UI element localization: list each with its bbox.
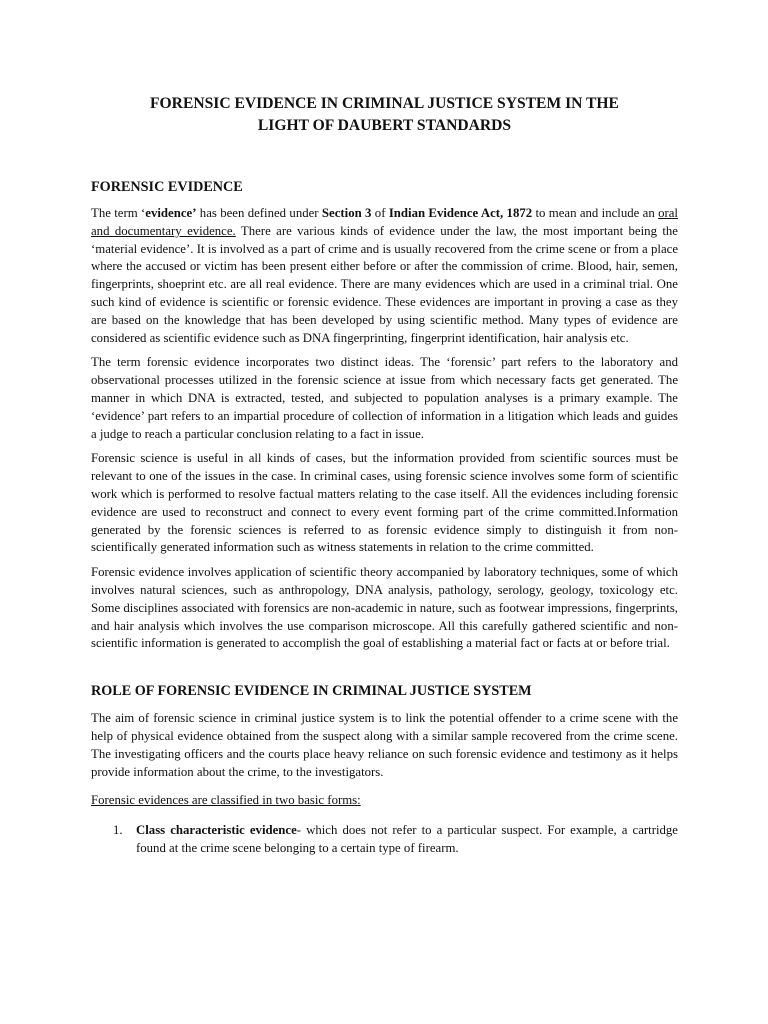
paragraph-forensic-term: The term forensic evidence incorporates two distinct ideas. The ‘forensic’ part refers to the laboratory and observational processes utilized in the forensic science at issue from which necessary facts get generated. The manner in which DNA is extracted, tested, and subjected to population analyses is a primary example. The ‘evidence’ part refers to an impartial procedure of collection of information in a litigation which leads and guides a judge to reach a particular conclusion relating to a fact in issue. [91,355,678,441]
list-item [91,822,678,858]
list-item-text: - which does not refer to a particular suspect. For example, a cartridge found at the crime scene belonging to a certain type of firearm. [136,823,678,855]
paragraph-evidence-definition: The term ‘evidence’ has been defined under Section 3 of Indian Evidence Act, 1872 to mean and include an oral and documentary evidence. There are various kinds of evidence under the law, the most important being the ‘material evidence’. It is involved as a part of crime and is usually recovered from the crime scene or from a place where the accused or victim has been present either before or after the commission of crime. Blood, hair, semen, fingerprints, shoeprint etc. are all real evidence. There are many evidences which are used in a criminal trial. One such kind of evidence is scientific or forensic evidence. These evidences are important in proving a case as they are based on the knowledge that has been developed by using scientific method. Many types of evidence are considered as scientific evidence such as DNA fingerprinting, fingerprint identification, hair analysis etc. [91,206,678,345]
paragraph-classification-intro: Forensic evidences are classified in two basic forms: [91,793,361,808]
paragraph-forensic-science-usefulness: Forensic science is useful in all kinds of cases, but the information provided from scientific sources must be relevant to one of the issues in the case. In criminal cases, using forensic science involves some form of scientific work which is performed to resolve factual matters relating to the case itself. All the evidences including forensic evidence are used to reconstruct and connect to every event forming part of the crime committed.Information generated by the forensic sciences is referred to as forensic evidence simply to distinguish it from non-scientifically generated information such as witness statements in relation to the crime committed. [91,451,678,555]
list-item-term: Class characteristic evidence [136,823,297,838]
classification-list [91,822,678,858]
paragraph-aim-of-forensic-science: The aim of forensic science in criminal justice system is to link the potential offender to a crime scene with the help of physical evidence obtained from the suspect along with a similar sample recovered from the crime scene. The investigating officers and the courts place heavy reliance on such forensic evidence and testimony as it helps provide information about the crime, to the investigators. [91,711,678,779]
document-title [91,93,678,137]
section-heading-forensic-evidence: FORENSIC EVIDENCE [91,179,243,195]
list-item-number: 1. [113,823,123,838]
document-page [91,93,678,858]
paragraph-forensic-application: Forensic evidence involves application of scientific theory accompanied by laboratory techniques, some of which involves natural sciences, such as anthropology, DNA analysis, pathology, serology, geology, toxicology etc. Some disciplines associated with forensics are non-academic in nature, such as footwear impressions, fingerprints, and hair analysis which involves the use comparison microscope. All this carefully gathered scientific and non- scientific information is generated to accomplish the goal of establishing a material fact or facts at or before trial. [91,565,678,651]
title-line-2: LIGHT OF DAUBERT STANDARDS [257,117,512,134]
title-line-1: FORENSIC EVIDENCE IN CRIMINAL JUSTICE SYSTEM IN THE [150,95,619,112]
section-heading-role-of-forensic-evidence: ROLE OF FORENSIC EVIDENCE IN CRIMINAL JUSTICE SYSTEM [91,683,532,700]
